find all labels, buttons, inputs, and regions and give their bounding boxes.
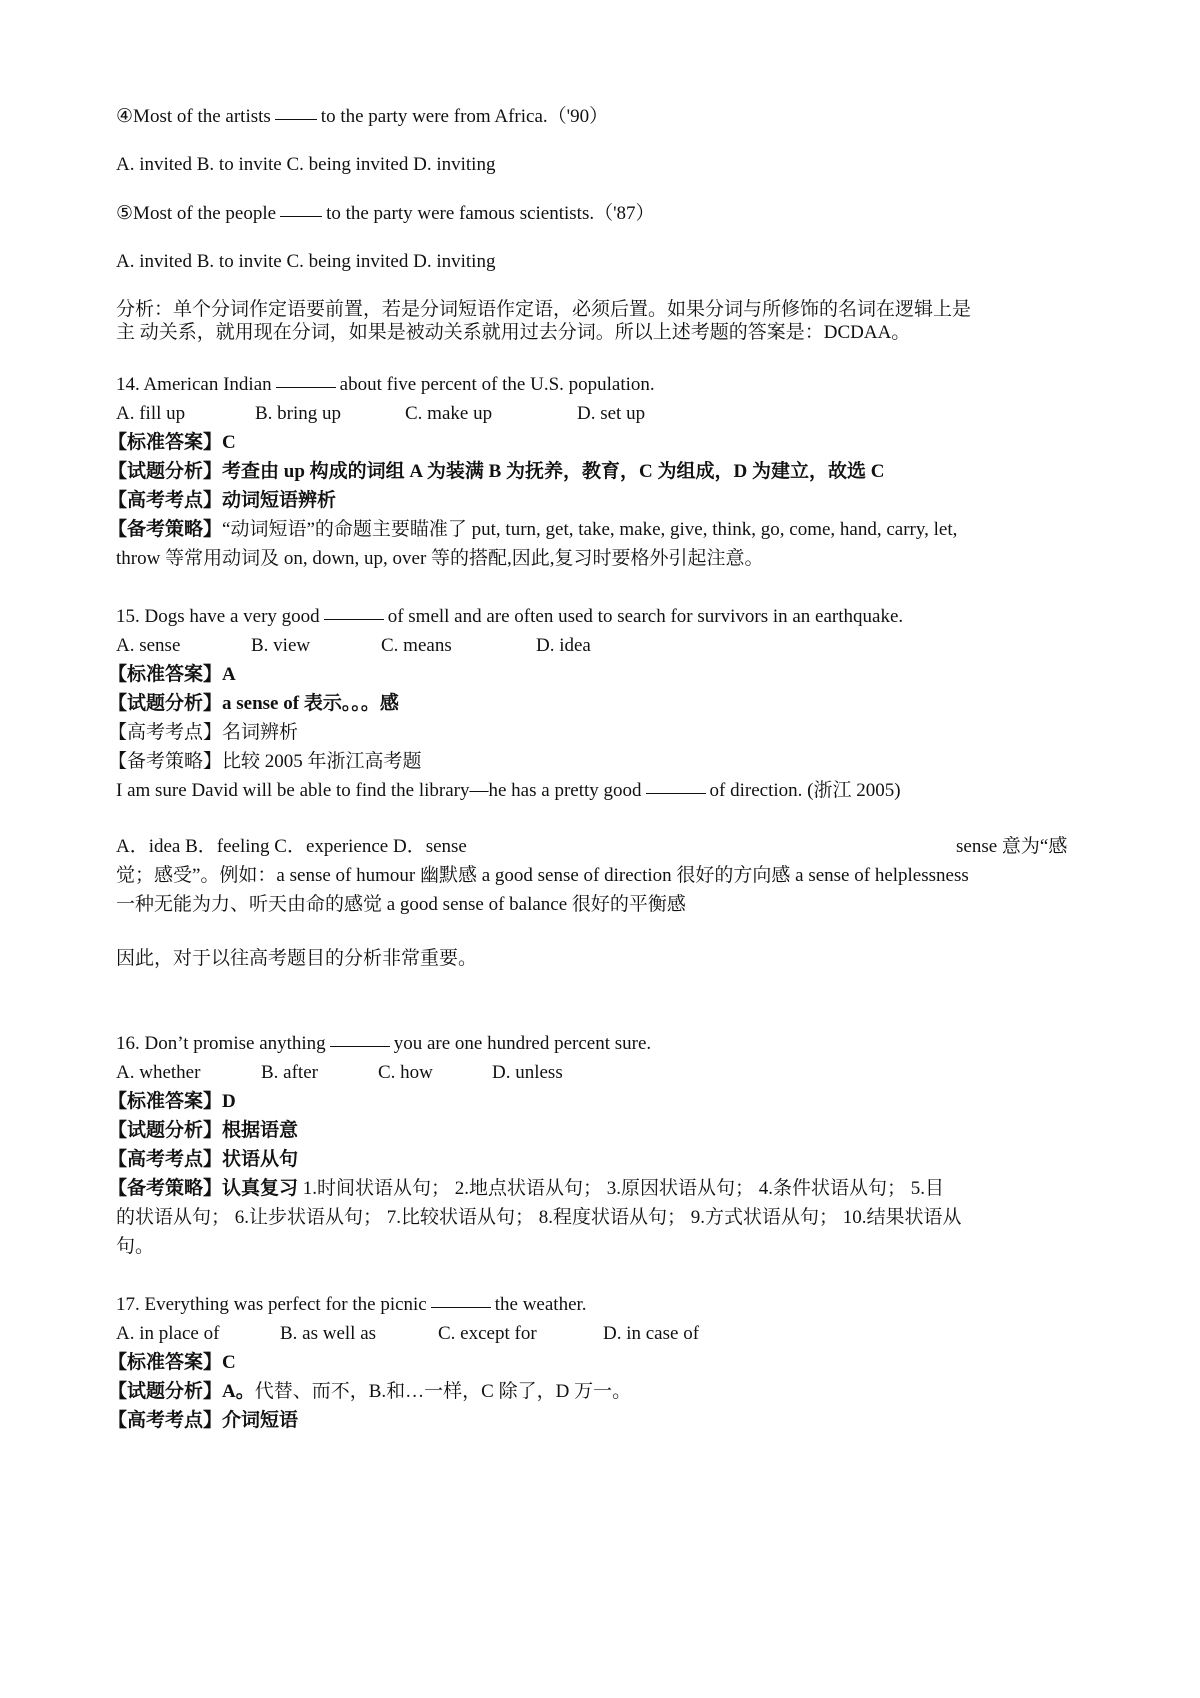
analysis-text: 考查由 up 构成的词组 A 为装满 B 为抚养，教育，C 为组成，D 为建立，故选 C	[222, 461, 885, 482]
question-text-after: you are one hundred percent sure.	[393, 1033, 652, 1054]
question-17	[116, 1292, 587, 1318]
option-c: C. except for	[438, 1323, 537, 1344]
question-text-before: 17. Everything was perfect for the picnic	[116, 1294, 427, 1315]
analysis-line-1: 分析：单个分词作定语要前置，若是分词短语作定语，必须后置。如果分词与所修饰的名词在逻辑上是	[116, 299, 972, 320]
question-text-before: 15. Dogs have a very good	[116, 606, 320, 627]
analysis-label: 【试题分析】	[108, 693, 223, 714]
example-options: A．idea B．feeling C．experience D．sense	[116, 836, 467, 857]
answer-blank	[275, 118, 317, 120]
exam-point-text: 状语从句	[222, 1149, 299, 1170]
answer-label: 【标准答案】	[108, 1091, 223, 1112]
option-d: D. unless	[492, 1062, 563, 1083]
prep-strategy-cont: 的状语从句； 6.让步状语从句； 7.比较状语从句； 8.程度状语从句； 9.方式状语从句； 10.结果状语从	[116, 1207, 962, 1228]
question-17-options	[116, 1321, 699, 1347]
strategy-text: “动词短语”的命题主要瞄准了 put, turn, get, take, make, give, think, go, come, hand, carry, let,	[222, 519, 958, 540]
standard-answer	[108, 430, 236, 456]
answer-blank	[330, 1045, 390, 1047]
strategy-bold: 认真复习	[222, 1178, 299, 1199]
answer-label: 【标准答案】	[108, 664, 223, 685]
answer-label: 【标准答案】	[108, 1352, 223, 1373]
exam-point	[108, 1408, 298, 1434]
option-a: A. sense	[116, 635, 181, 656]
prep-strategy-cont-2: 句。	[116, 1236, 155, 1257]
answer-value: A	[222, 664, 236, 685]
prep-strategy	[108, 1176, 944, 1202]
answer-blank	[280, 215, 322, 217]
question-16-options	[116, 1060, 563, 1086]
example-text-before: I am sure David will be able to find the library—he has a pretty good	[116, 780, 642, 801]
analysis-bold: A。	[222, 1381, 255, 1402]
question-text-after: to the party were famous scientists.（'87）	[326, 203, 655, 224]
analysis-text: a sense of 表示。。。感	[222, 693, 399, 714]
strategy-label: 【备考策略】	[108, 1178, 223, 1199]
option-b: B. view	[251, 635, 311, 656]
standard-answer	[108, 662, 236, 688]
question-analysis	[108, 1118, 298, 1144]
question-text-before: Most of the artists	[133, 106, 271, 127]
question-text-before: 16. Don’t promise anything	[116, 1033, 326, 1054]
question-text-after: to the party were from Africa.（'90）	[320, 106, 609, 127]
option-c: C. means	[381, 635, 452, 656]
question-number: ⑤	[116, 203, 134, 224]
question-text-after: the weather.	[494, 1294, 587, 1315]
analysis-line-2: 主 动关系，就用现在分词，如果是被动关系就用过去分词。所以上述考题的答案是：DCDAA。	[116, 322, 911, 343]
question-4	[116, 104, 608, 130]
conclusion: 因此，对于以往高考题目的分析非常重要。	[116, 948, 478, 969]
option-a: A. in place of	[116, 1323, 220, 1344]
question-16	[116, 1031, 651, 1057]
option-c: C. how	[378, 1062, 433, 1083]
strategy-text: 1.时间状语从句； 2.地点状语从句； 3.原因状语从句； 4.条件状语从句； 5.目	[298, 1178, 945, 1199]
answer-blank	[431, 1306, 491, 1308]
question-text-before: 14. American Indian	[116, 374, 272, 395]
question-14-options	[116, 401, 645, 427]
prep-strategy-cont: throw 等常用动词及 on, down, up, over 等的搭配,因此,复习时要格外引起注意。	[116, 548, 764, 569]
example-question	[116, 778, 901, 804]
sense-note-line-3: 一种无能为力、听天由命的感觉 a good sense of balance 很好的平衡感	[116, 894, 686, 915]
analysis-label: 【试题分析】	[108, 1120, 223, 1141]
exam-point-label: 【高考考点】	[108, 1149, 223, 1170]
question-5-options: A. invited B. to invite C. being invited D. inviting	[116, 251, 496, 272]
sense-note: sense 意为“感	[956, 836, 1068, 857]
option-d: D. in case of	[603, 1323, 700, 1344]
question-analysis	[108, 459, 884, 485]
option-b: B. as well as	[280, 1323, 377, 1344]
option-d: D. set up	[577, 403, 646, 424]
analysis-text: 代替、而不，B.和…一样，C 除了，D 万一。	[254, 1381, 632, 1402]
question-14	[116, 372, 655, 398]
option-a: A. fill up	[116, 403, 186, 424]
analysis-text: 根据语意	[222, 1120, 299, 1141]
question-text-after: about five percent of the U.S. population.	[339, 374, 655, 395]
analysis-label: 【试题分析】	[108, 1381, 223, 1402]
exam-point	[108, 720, 298, 746]
question-text-before: Most of the people	[133, 203, 277, 224]
strategy-label: 【备考策略】	[108, 519, 223, 540]
option-b: B. after	[261, 1062, 318, 1083]
answer-value: C	[222, 1352, 236, 1373]
analysis-label: 【试题分析】	[108, 461, 223, 482]
sense-note-line-2: 觉；感受”。例如：a sense of humour 幽默感 a good sense of direction 很好的方向感 a sense of helplessness	[116, 865, 969, 886]
option-d: D. idea	[536, 635, 591, 656]
exam-point	[108, 488, 336, 514]
answer-value: C	[222, 432, 236, 453]
question-5	[116, 201, 655, 227]
standard-answer	[108, 1089, 236, 1115]
option-a: A. whether	[116, 1062, 201, 1083]
answer-value: D	[222, 1091, 236, 1112]
answer-blank	[646, 792, 706, 794]
answer-blank	[276, 386, 336, 388]
exam-point-label: 【高考考点】	[108, 1410, 223, 1431]
exam-point	[108, 1147, 298, 1173]
answer-label: 【标准答案】	[108, 432, 223, 453]
option-b: B. bring up	[255, 403, 342, 424]
exam-point-label: 【高考考点】	[108, 490, 223, 511]
question-text-after: of smell and are often used to search for survivors in an earthquake.	[387, 606, 904, 627]
question-4-options: A. invited B. to invite C. being invited D. inviting	[116, 154, 496, 175]
strategy-label: 【备考策略】	[108, 751, 223, 772]
question-number: ④	[116, 106, 134, 127]
exam-point-text: 介词短语	[222, 1410, 299, 1431]
question-analysis	[108, 1379, 631, 1405]
prep-strategy	[108, 517, 957, 543]
question-15	[116, 604, 903, 630]
exam-point-text: 动词短语辨析	[222, 490, 337, 511]
question-15-options	[116, 633, 591, 659]
answer-blank	[324, 618, 384, 620]
example-text-after: of direction. (浙江 2005)	[709, 780, 901, 801]
question-analysis	[108, 691, 399, 717]
strategy-text: 比较 2005 年浙江高考题	[222, 751, 422, 772]
exam-point-text: 名词辨析	[222, 722, 299, 743]
option-c: C. make up	[405, 403, 493, 424]
prep-strategy	[108, 749, 422, 775]
standard-answer	[108, 1350, 236, 1376]
exam-point-label: 【高考考点】	[108, 722, 223, 743]
